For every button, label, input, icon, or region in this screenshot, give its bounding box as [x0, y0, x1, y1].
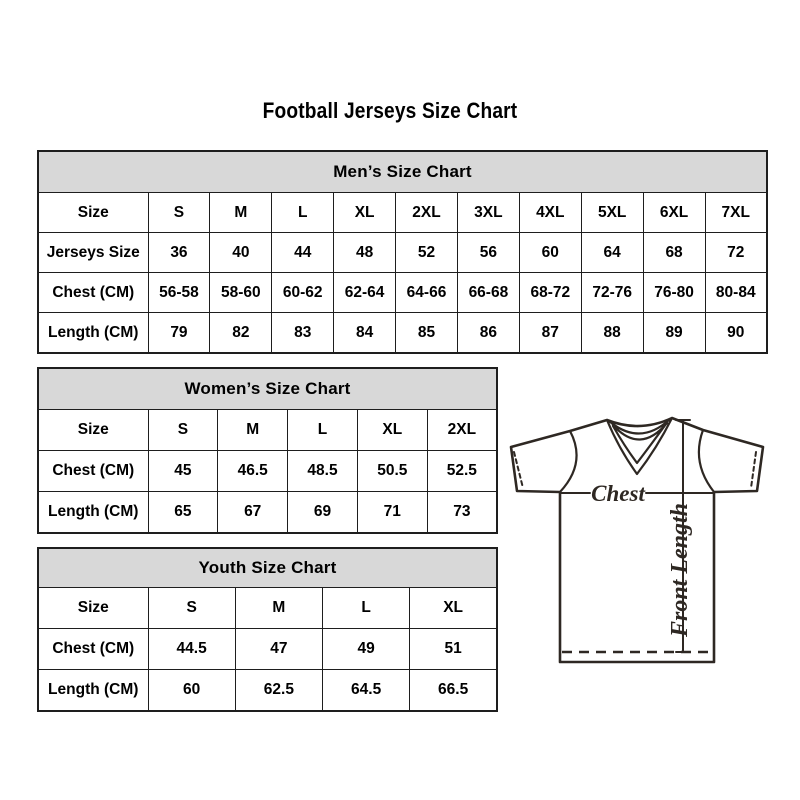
value-cell: 48: [334, 233, 396, 273]
mens-table-title: Men’s Size Chart: [38, 151, 767, 193]
size-column-header: 4XL: [519, 193, 581, 233]
value-cell: 90: [705, 313, 767, 354]
value-cell: 66-68: [457, 273, 519, 313]
value-cell: 80-84: [705, 273, 767, 313]
value-cell: 86: [457, 313, 519, 354]
value-cell: 82: [210, 313, 272, 354]
value-cell: 76-80: [643, 273, 705, 313]
youth-table-title: Youth Size Chart: [38, 548, 497, 588]
value-cell: 60-62: [272, 273, 334, 313]
value-cell: 50.5: [357, 451, 427, 492]
jersey-body-outline: [511, 418, 763, 662]
size-column-header: 2XL: [396, 193, 458, 233]
size-column-header: XL: [357, 410, 427, 451]
value-cell: 44: [272, 233, 334, 273]
value-cell: 47: [235, 629, 322, 670]
row-label-cell: Size: [38, 410, 148, 451]
size-column-header: L: [288, 410, 358, 451]
value-cell: 56-58: [148, 273, 210, 313]
row-label-cell: Chest (CM): [38, 273, 148, 313]
value-cell: 72: [705, 233, 767, 273]
row-label-cell: Chest (CM): [38, 629, 148, 670]
size-column-header: 5XL: [581, 193, 643, 233]
value-cell: 88: [581, 313, 643, 354]
value-cell: 58-60: [210, 273, 272, 313]
size-column-header: M: [235, 588, 322, 629]
value-cell: 52: [396, 233, 458, 273]
value-cell: 64.5: [323, 670, 410, 712]
size-column-header: 6XL: [643, 193, 705, 233]
size-column-header: M: [210, 193, 272, 233]
value-cell: 62.5: [235, 670, 322, 712]
row-label-cell: Size: [38, 588, 148, 629]
value-cell: 71: [357, 492, 427, 534]
page-title: Football Jerseys Size Chart: [262, 98, 518, 123]
value-cell: 36: [148, 233, 210, 273]
value-cell: 85: [396, 313, 458, 354]
size-column-header: S: [148, 588, 235, 629]
value-cell: 84: [334, 313, 396, 354]
front-length-measure-label: Front Length: [667, 502, 693, 638]
row-label-cell: Length (CM): [38, 313, 148, 354]
value-cell: 67: [218, 492, 288, 534]
value-cell: 69: [288, 492, 358, 534]
value-cell: 49: [323, 629, 410, 670]
value-cell: 87: [519, 313, 581, 354]
value-cell: 89: [643, 313, 705, 354]
value-cell: 73: [427, 492, 497, 534]
size-column-header: 7XL: [705, 193, 767, 233]
row-label-cell: Length (CM): [38, 670, 148, 712]
row-label-cell: Jerseys Size: [38, 233, 148, 273]
value-cell: 60: [519, 233, 581, 273]
value-cell: 52.5: [427, 451, 497, 492]
value-cell: 68: [643, 233, 705, 273]
value-cell: 83: [272, 313, 334, 354]
chest-measure-label: Chest: [591, 481, 645, 506]
value-cell: 72-76: [581, 273, 643, 313]
size-column-header: 3XL: [457, 193, 519, 233]
value-cell: 64: [581, 233, 643, 273]
womens-table-title: Women’s Size Chart: [38, 368, 497, 410]
size-column-header: L: [272, 193, 334, 233]
value-cell: 60: [148, 670, 235, 712]
row-label-cell: Length (CM): [38, 492, 148, 534]
size-column-header: XL: [410, 588, 497, 629]
value-cell: 44.5: [148, 629, 235, 670]
size-column-header: XL: [334, 193, 396, 233]
value-cell: 51: [410, 629, 497, 670]
value-cell: 68-72: [519, 273, 581, 313]
value-cell: 65: [148, 492, 218, 534]
size-column-header: S: [148, 193, 210, 233]
value-cell: 46.5: [218, 451, 288, 492]
size-column-header: 2XL: [427, 410, 497, 451]
value-cell: 40: [210, 233, 272, 273]
size-column-header: S: [148, 410, 218, 451]
value-cell: 56: [457, 233, 519, 273]
size-column-header: M: [218, 410, 288, 451]
row-label-cell: Size: [38, 193, 148, 233]
jersey-outline-group: [511, 418, 763, 662]
value-cell: 48.5: [288, 451, 358, 492]
size-column-header: L: [323, 588, 410, 629]
value-cell: 62-64: [334, 273, 396, 313]
value-cell: 45: [148, 451, 218, 492]
value-cell: 66.5: [410, 670, 497, 712]
value-cell: 64-66: [396, 273, 458, 313]
row-label-cell: Chest (CM): [38, 451, 148, 492]
value-cell: 79: [148, 313, 210, 354]
